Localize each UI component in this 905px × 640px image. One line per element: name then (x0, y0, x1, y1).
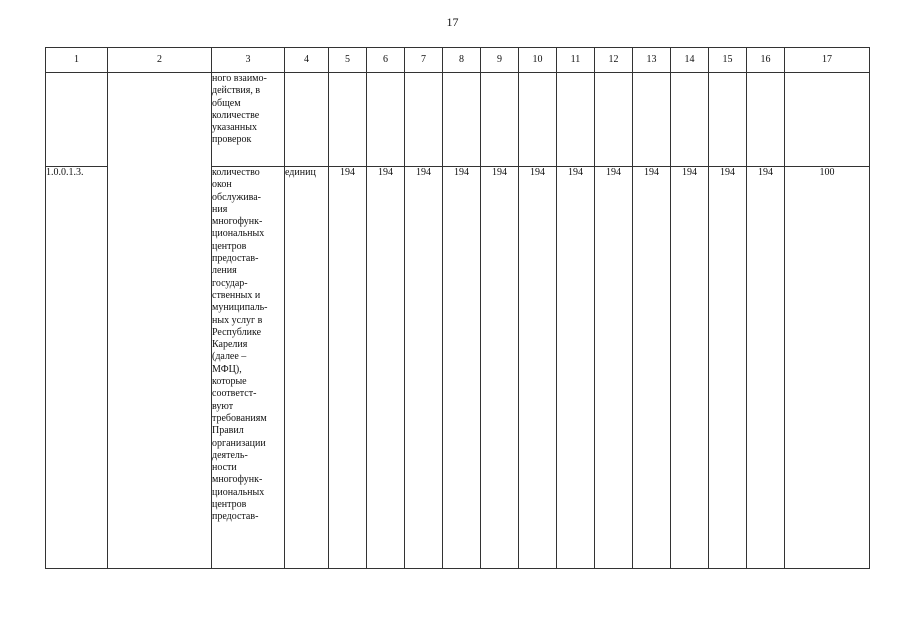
description-line: количестве (212, 109, 260, 121)
value-cell: 194 (709, 167, 747, 569)
value-cell: 194 (671, 167, 709, 569)
description-line: организации (212, 437, 266, 449)
header-cell: 3 (212, 48, 285, 73)
indicators-table (45, 47, 870, 569)
table-cell (785, 73, 870, 167)
table-cell (481, 73, 519, 167)
header-cell: 8 (443, 48, 481, 73)
description-line: указанных (212, 122, 257, 134)
value-cell: 194 (747, 167, 785, 569)
table-cell (367, 73, 405, 167)
value-cell: 194 (481, 167, 519, 569)
header-cell: 7 (405, 48, 443, 73)
indicator-description (212, 167, 285, 569)
table-cell (595, 73, 633, 167)
header-cell: 16 (747, 48, 785, 73)
value-cell: 194 (329, 167, 367, 569)
table-row (46, 73, 870, 167)
description-line: многофунк- (212, 474, 263, 486)
description-line: количество (212, 167, 260, 178)
header-cell: 15 (709, 48, 747, 73)
description-line: МФЦ), (212, 363, 242, 375)
description-line: ного взаимо- (212, 73, 267, 84)
table-cell (329, 73, 367, 167)
table-cell (633, 73, 671, 167)
table-cell (557, 73, 595, 167)
description-line: (далее – (212, 351, 247, 363)
table-cell (443, 73, 481, 167)
table-cell (108, 73, 212, 569)
header-cell: 4 (285, 48, 329, 73)
table-cell (709, 73, 747, 167)
value-cell: 194 (367, 167, 405, 569)
value-cell: 194 (633, 167, 671, 569)
description-line: окон (212, 179, 232, 191)
table-cell (285, 73, 329, 167)
description-line: проверок (212, 134, 252, 146)
header-cell: 17 (785, 48, 870, 73)
description-line: общем (212, 97, 241, 109)
header-cell: 9 (481, 48, 519, 73)
description-line: предостав- (212, 253, 259, 265)
value-cell: 194 (443, 167, 481, 569)
table-cell (519, 73, 557, 167)
table-cell (671, 73, 709, 167)
description-line: обслужива- (212, 191, 262, 203)
description-line: Карелия (212, 339, 248, 351)
header-cell: 10 (519, 48, 557, 73)
description-line: государ- (212, 277, 248, 289)
value-cell: 100 (785, 167, 870, 569)
header-cell: 5 (329, 48, 367, 73)
description-line: предостав- (212, 511, 259, 523)
description-line: действия, в (212, 85, 261, 97)
header-cell: 1 (46, 48, 108, 73)
description-line: муниципаль- (212, 302, 268, 314)
description-line: центров (212, 499, 247, 511)
description-line: Правил (212, 425, 244, 437)
description-line: которые (212, 376, 247, 388)
description-line: требованиям (212, 412, 267, 424)
header-cell: 12 (595, 48, 633, 73)
description-line: ных услуг в (212, 314, 263, 326)
table-cell (405, 73, 443, 167)
description-line: соответст- (212, 388, 257, 400)
description-line: циональных (212, 486, 265, 498)
description-line: многофунк- (212, 216, 263, 228)
table-cell (747, 73, 785, 167)
description-line: ления (212, 265, 237, 277)
description-line: циональных (212, 228, 265, 240)
header-cell: 11 (557, 48, 595, 73)
page-number: 17 (446, 15, 459, 29)
indicator-code: 1.0.0.1.3. (46, 167, 108, 569)
value-cell: 194 (519, 167, 557, 569)
header-cell: 13 (633, 48, 671, 73)
header-cell: 6 (367, 48, 405, 73)
description-line: деятель- (212, 449, 248, 461)
value-cell: 194 (557, 167, 595, 569)
description-line: ния (212, 203, 228, 215)
description-line: Республике (212, 326, 262, 338)
value-cell: 194 (595, 167, 633, 569)
table-header-row (46, 48, 870, 73)
description-line: ности (212, 462, 237, 474)
description-line: вуют (212, 400, 234, 412)
table-cell (46, 73, 108, 167)
header-cell: 2 (108, 48, 212, 73)
indicator-description (212, 73, 285, 167)
value-cell: 194 (405, 167, 443, 569)
unit-cell: единиц (285, 167, 329, 569)
description-line: ственных и (212, 289, 261, 301)
description-line: центров (212, 240, 247, 252)
header-cell: 14 (671, 48, 709, 73)
